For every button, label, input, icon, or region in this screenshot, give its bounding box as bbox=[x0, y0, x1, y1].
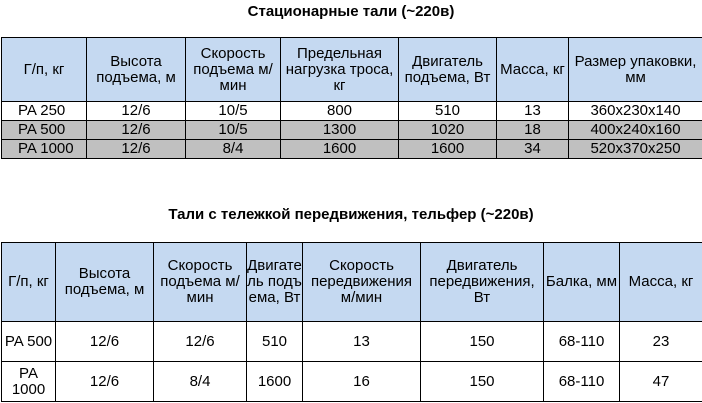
table2-header-cell: Балка, мм bbox=[544, 243, 620, 322]
table-cell: 23 bbox=[620, 322, 702, 362]
table-row bbox=[2, 121, 702, 140]
table-cell: 800 bbox=[281, 102, 399, 121]
table-cell: 13 bbox=[303, 322, 421, 362]
table-row bbox=[2, 362, 702, 402]
table-cell: PA 500 bbox=[2, 121, 87, 140]
table-cell: PA 250 bbox=[2, 102, 87, 121]
table-cell: 520x370x250 bbox=[569, 140, 702, 159]
table-cell: 12/6 bbox=[87, 102, 186, 121]
table-cell: 1600 bbox=[281, 140, 399, 159]
table2-header-cell: Двигатель подъема, Вт bbox=[247, 243, 303, 322]
table-cell: 400x240x160 bbox=[569, 121, 702, 140]
table1-title: Стационарные тали (~220в) bbox=[247, 3, 455, 20]
table-cell: 68-110 bbox=[544, 322, 620, 362]
table1-header-cell: Высота подъема, м bbox=[87, 38, 186, 102]
table1-header-cell: Масса, кг bbox=[497, 38, 569, 102]
table2-header-cell: Г/п, кг bbox=[2, 243, 56, 322]
table-cell: 12/6 bbox=[56, 362, 154, 402]
table-cell: 150 bbox=[421, 362, 544, 402]
table-row bbox=[2, 102, 702, 121]
table-cell: 150 bbox=[421, 322, 544, 362]
table2-header-cell: Скорость передвижения м/мин bbox=[303, 243, 421, 322]
table-row bbox=[2, 140, 702, 159]
table-cell: 12/6 bbox=[154, 322, 247, 362]
table-cell: 8/4 bbox=[154, 362, 247, 402]
table1-header-cell: Размер упаковки, мм bbox=[569, 38, 702, 102]
table-cell: 68-110 bbox=[544, 362, 620, 402]
table-cell: PA 500 bbox=[2, 322, 56, 362]
table-cell: 34 bbox=[497, 140, 569, 159]
table-cell: 16 bbox=[303, 362, 421, 402]
table2-title: Тали с тележкой передвижения, тельфер (~220в) bbox=[168, 206, 534, 223]
stationary-hoists-table bbox=[1, 37, 702, 159]
table-cell: 13 bbox=[497, 102, 569, 121]
table-cell: 47 bbox=[620, 362, 702, 402]
table-cell: 8/4 bbox=[186, 140, 281, 159]
table-cell: 360x230x140 bbox=[569, 102, 702, 121]
table2-header-cell: Скорость подъема м/мин bbox=[154, 243, 247, 322]
table-cell: 1600 bbox=[399, 140, 497, 159]
table1-header-cell: Скорость подъема м/мин bbox=[186, 38, 281, 102]
table-cell: 1600 bbox=[247, 362, 303, 402]
table-cell: 12/6 bbox=[56, 322, 154, 362]
table-cell: 510 bbox=[399, 102, 497, 121]
table-cell: PA 1000 bbox=[2, 140, 87, 159]
trolley-hoists-table bbox=[1, 242, 702, 402]
table1-header-row bbox=[2, 38, 702, 102]
table-cell: 12/6 bbox=[87, 140, 186, 159]
table-cell: 1300 bbox=[281, 121, 399, 140]
table2-header-cell: Масса, кг bbox=[620, 243, 702, 322]
table1-header-cell: Г/п, кг bbox=[2, 38, 87, 102]
table-cell: 1020 bbox=[399, 121, 497, 140]
table-cell: PA 1000 bbox=[2, 362, 56, 402]
table-cell: 10/5 bbox=[186, 102, 281, 121]
table-cell: 10/5 bbox=[186, 121, 281, 140]
table-cell: 12/6 bbox=[87, 121, 186, 140]
table2-header-cell: Двигатель передвижения, Вт bbox=[421, 243, 544, 322]
table-cell: 18 bbox=[497, 121, 569, 140]
table-cell: 510 bbox=[247, 322, 303, 362]
table1-header-cell: Двигатель подъема, Вт bbox=[399, 38, 497, 102]
table2-header-row bbox=[2, 243, 702, 322]
table1-header-cell: Предельная нагрузка троса, кг bbox=[281, 38, 399, 102]
table-row bbox=[2, 322, 702, 362]
table2-header-cell: Высота подъема, м bbox=[56, 243, 154, 322]
